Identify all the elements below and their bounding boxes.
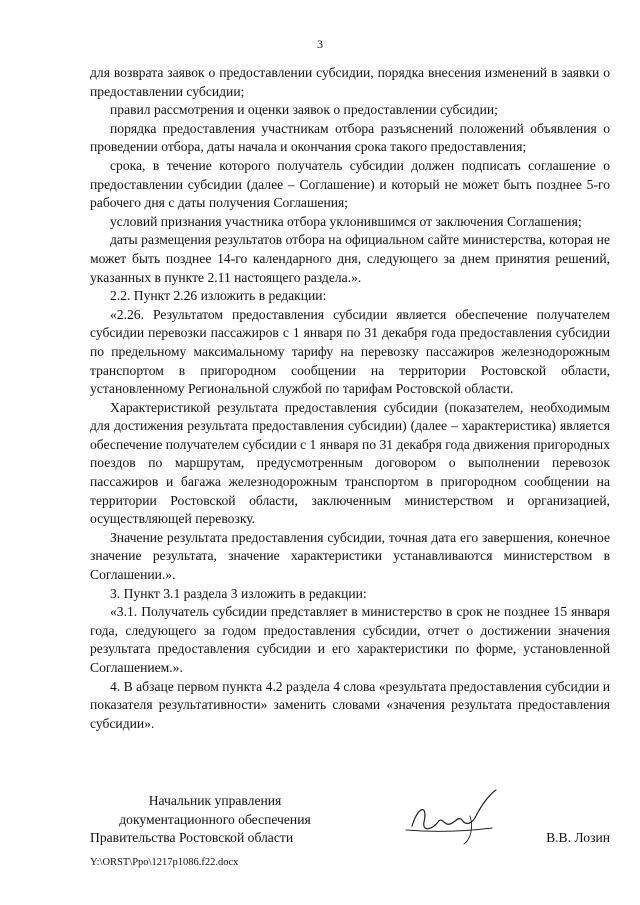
page-number: 3 [317, 37, 323, 51]
signature-block [90, 792, 610, 852]
paragraph: 4. В абзаце первом пункта 4.2 раздела 4 слова «результата предоставления субсидии и показателя результативности» заменить словами «значения результата предоставления субсидии». [90, 678, 610, 731]
signer-title [90, 792, 340, 848]
paragraph: даты размещения результатов отбора на официальном сайте министерства, которая не может быть позднее 14-го календарного дня, следующего за днем принятия решений, указанных в пункте 2.11 настоящего раздела.». [90, 232, 610, 285]
paragraph: «3.1. Получатель субсидии представляет в министерство в срок не позднее 15 января года, следующего за годом предоставления субсидии, отчет о достижении значения результата предоставления субсидии и его характеристики по форме, установленной Соглашением.». [90, 604, 610, 675]
document-body [90, 64, 610, 733]
signer-name: В.В. Лозин [546, 830, 610, 845]
paragraph: условий признания участника отбора уклонившимся от заключения Соглашения; [110, 213, 582, 229]
signer-title-line: Начальник управления [148, 793, 282, 808]
paragraph: 2.2. Пункт 2.26 изложить в редакции: [110, 288, 327, 304]
paragraph: Значение результата предоставления субсидии, точная дата его завершения, конечное значение результата, значение характеристики устанавливаются министерством в Соглашении.». [90, 529, 610, 583]
handwritten-signature [400, 786, 510, 848]
file-path: Y:\ORST\Ppo\1217p1086.f22.docx [90, 857, 239, 868]
signer-title-line: Правительства Ростовской области [90, 830, 294, 846]
paragraph: Характеристикой результата предоставления субсидии (показателем, необходимым для достижения результата предоставления субсидии) (далее – характеристика) является обеспечение получателем субсидии с 1 января по 31 декабря года движения пригородных поездов по маршрутам, предусмотренным договором о выполнении перевозок пассажиров и багажа железнодорожным транспортом в пригородном сообщении на территории Ростовской области, заключенным министерством и организацией, осуществляющей перевозку. [90, 399, 610, 527]
signer-title-line: документационного обеспечения [119, 811, 311, 827]
paragraph: срока, в течение которого получатель субсидии должен подписать соглашение о предоставлении субсидии (далее – Соглашение) и который не может быть позднее 5-го рабочего дня с даты получения Соглашения; [90, 157, 610, 211]
paragraph: порядка предоставления участникам отбора разъяснений положений объявления о проведении отбора, даты начала и окончания срока такого предоставления; [90, 120, 610, 155]
paragraph: правил рассмотрения и оценки заявок о предоставлении субсидии; [110, 102, 498, 118]
paragraph: для возврата заявок о предоставлении субсидии, порядка внесения изменений в заявки о предоставлении субсидии; [90, 65, 610, 99]
paragraph: 3. Пункт 3.1 раздела 3 изложить в редакции: [110, 585, 367, 601]
paragraph: «2.26. Результатом предоставления субсидии является обеспечение получателем субсидии перевозки пассажиров с 1 января по 31 декабря года предоставления субсидии по предельному максимальному тарифу на перевозку пассажиров железнодорожным транспортом в пригородном сообщении на территории Ростовской области, установленному Региональной службой по тарифам Ростовской области. [90, 306, 610, 397]
